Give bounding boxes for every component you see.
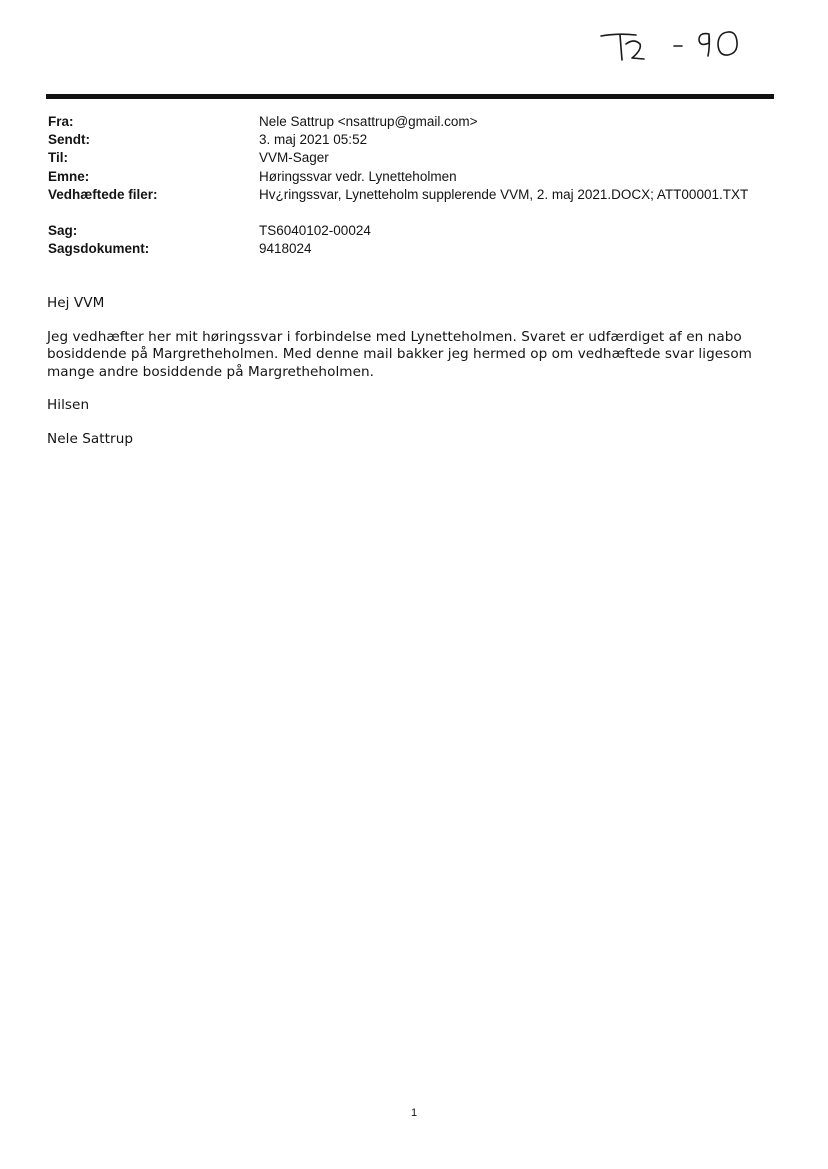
subject-value: Høringssvar vedr. Lynetteholmen: [259, 168, 457, 184]
header-row-attachments: [48, 186, 768, 204]
email-header: [48, 113, 768, 258]
greeting: Hej VVM: [47, 295, 105, 311]
header-row-subject: [48, 168, 768, 186]
signature: Nele Sattrup: [47, 430, 134, 447]
header-label: Fra:: [48, 114, 74, 129]
body-paragraph: [47, 329, 777, 382]
header-divider: [46, 94, 774, 99]
case-value: TS6040102-00024: [259, 222, 371, 238]
header-row-case-document: [48, 240, 768, 258]
email-body: [47, 295, 777, 465]
header-label: Vedhæftede filer:: [48, 186, 158, 202]
header-row-from: [48, 113, 768, 131]
case-document-value: 9418024: [259, 241, 312, 257]
attachments-value: Hv¿ringssvar, Lynetteholm supplerende VVM, 2. maj 2021.DOCX; ATT00001.TXT: [259, 186, 749, 202]
header-row-case: [48, 222, 768, 240]
sent-date-value: 3. maj 2021 05:52: [259, 132, 368, 148]
header-row-to: [48, 149, 768, 167]
handwritten-annotation: [596, 22, 746, 72]
header-label: Til:: [48, 150, 68, 166]
page-number: 1: [410, 1107, 418, 1119]
header-label: Sendt:: [48, 132, 90, 148]
header-spacer: [48, 204, 768, 222]
header-row-sent: [48, 131, 768, 149]
body-line: mange andre bosiddende på Margretheholmen.: [47, 363, 375, 380]
header-label: Sagsdokument:: [48, 241, 150, 257]
header-label: Emne:: [48, 168, 90, 184]
recipient-value: VVM-Sager: [259, 150, 329, 166]
closing: Hilsen: [47, 397, 90, 414]
sender-value: Nele Sattrup <nsattrup@gmail.com>: [259, 114, 478, 129]
handwritten-annotation-drawing: [596, 22, 746, 72]
body-line: bosiddende på Margretheholmen. Med denne mail bakker jeg hermed op om vedhæftede svar ligesom: [47, 346, 752, 363]
header-label: Sag:: [48, 222, 78, 238]
body-line: Jeg vedhæfter her mit høringssvar i forbindelse med Lynetteholmen. Svaret er udfærdiget af en nabo: [47, 328, 742, 345]
